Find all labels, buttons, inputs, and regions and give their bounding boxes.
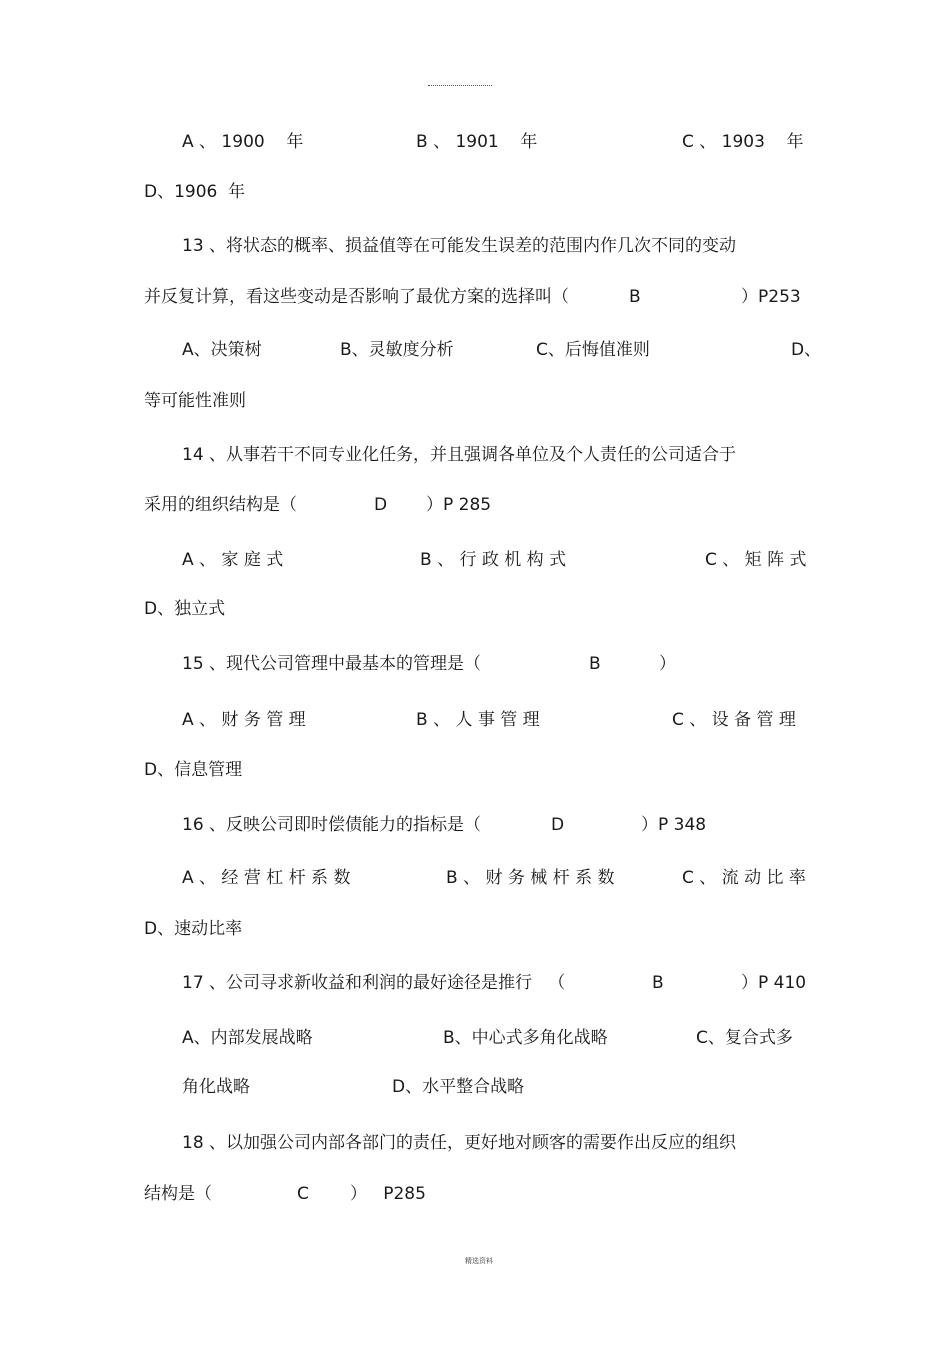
q13-option-b: B、灵敏度分析	[340, 340, 454, 360]
q16-option-b: B 、 财 务 械 杆 系 数	[446, 868, 615, 888]
q16-question: 16 、反映公司即时偿债能力的指标是（	[182, 815, 482, 835]
q16-option-a: A 、 经 营 杠 杆 系 数	[182, 868, 351, 888]
q16-option-c: C 、 流 动 比 率	[682, 868, 806, 888]
q17-option-d: D、水平整合战略	[392, 1077, 525, 1097]
q14-page-ref: ）P 285	[426, 495, 492, 515]
q15-option-a: A 、 财 务 管 理	[182, 710, 306, 730]
q15-option-d: D、信息管理	[144, 760, 243, 780]
q15-option-b: B 、 人 事 管 理	[416, 710, 540, 730]
q16-page-ref: ）P 348	[641, 815, 707, 835]
q12-option-b: B 、 1901 年	[416, 132, 538, 152]
q17-answer: B	[652, 973, 664, 993]
q15-question: 15 、现代公司管理中最基本的管理是（	[182, 654, 482, 674]
q17-page-ref: ）P 410	[741, 973, 807, 993]
q18-question: 18 、以加强公司内部各部门的责任，更好地对顾客的需要作出反应的组织	[182, 1133, 737, 1153]
q17-option-c-cont: 角化战略	[182, 1077, 250, 1097]
q14-option-c: C 、 矩 阵 式	[705, 550, 807, 570]
q14-answer: D	[374, 495, 388, 515]
header-rule	[428, 85, 492, 86]
q15-answer: B	[589, 654, 601, 674]
q18-answer: C	[297, 1184, 309, 1204]
q14-question: 14 、从事若干不同专业化任务，并且强调各单位及个人责任的公司适合于	[182, 445, 737, 465]
q14-option-a: A 、 家 庭 式	[182, 550, 284, 570]
q13-option-d-text: 等可能性准则	[144, 391, 246, 411]
q17-option-a: A、内部发展战略	[182, 1028, 313, 1048]
q13-option-d-label: D、	[791, 340, 822, 360]
q15-option-c: C 、 设 备 管 理	[672, 710, 796, 730]
q13-answer: B	[629, 287, 641, 307]
q14-question-cont: 采用的组织结构是（	[144, 495, 297, 515]
q15-close-paren: ）	[659, 654, 676, 674]
q13-option-a: A、决策树	[182, 340, 262, 360]
q16-answer: D	[551, 815, 565, 835]
q16-option-d: D、速动比率	[144, 919, 243, 939]
q13-question: 13 、将状态的概率、损益值等在可能发生误差的范围内作几次不同的变动	[182, 236, 737, 256]
q18-question-cont: 结构是（	[144, 1184, 212, 1204]
q18-page-ref: ） P285	[350, 1184, 426, 1204]
q12-option-a: A 、 1900 年	[182, 132, 304, 152]
q14-option-d: D、独立式	[144, 599, 226, 619]
q13-question-cont: 并反复计算，看这些变动是否影响了最优方案的选择叫（	[144, 287, 569, 307]
q12-option-c: C 、 1903 年	[682, 132, 804, 152]
q17-option-b: B、中心式多角化战略	[443, 1028, 608, 1048]
page-footer: 精选资料	[465, 1257, 493, 1265]
q12-option-d: D、1906 年	[144, 182, 246, 202]
q14-option-b: B 、 行 政 机 构 式	[420, 550, 567, 570]
q13-option-c: C、后悔值准则	[536, 340, 650, 360]
q17-question: 17 、公司寻求新收益和利润的最好途径是推行 （	[182, 973, 566, 993]
q13-page-ref: ）P253	[741, 287, 801, 307]
q17-option-c: C、复合式多	[696, 1028, 793, 1048]
